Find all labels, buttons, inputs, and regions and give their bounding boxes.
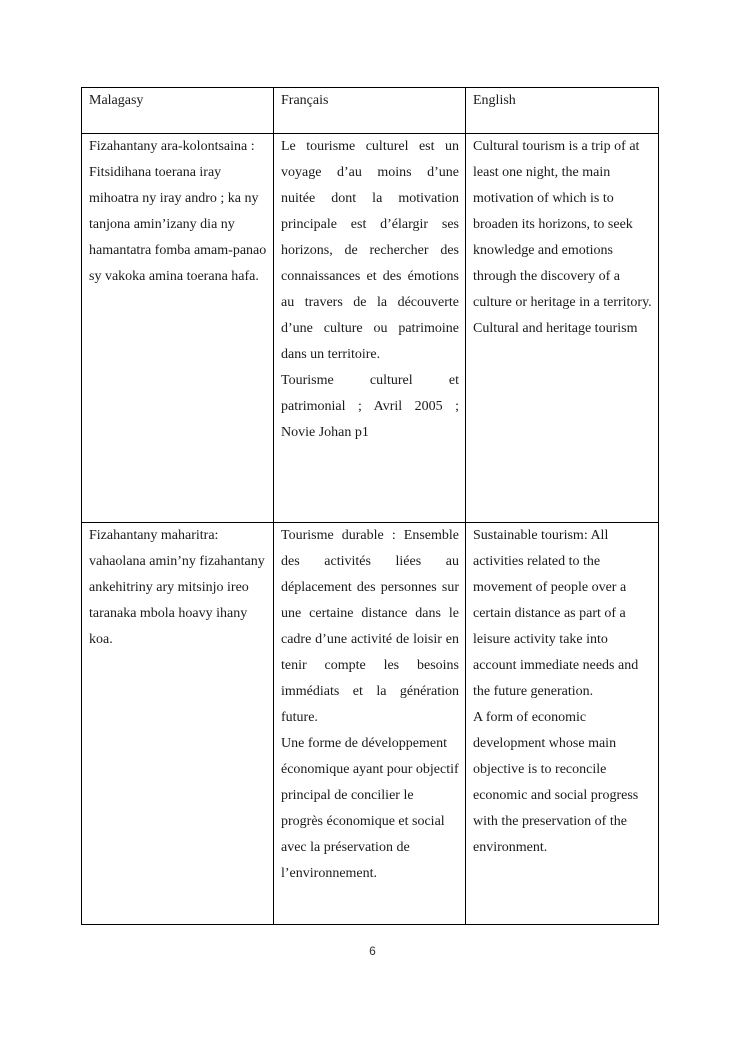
cell-english xyxy=(466,134,659,523)
cell-paragraph: Une forme de développement économique ayant pour objectif principal de concilier le progrès économique et social avec la préservation de l’environnement. xyxy=(281,736,459,881)
header-english: English xyxy=(466,88,659,134)
cell-francais xyxy=(274,523,466,925)
table-header-row xyxy=(82,88,659,134)
cell-paragraph: Sustainable tourism: All activities related to the movement of people over a certain distance as part of a leisure activity take into account immediate needs and the future generation. xyxy=(473,528,639,699)
cell-paragraph: Fizahantany maharitra: vahaolana amin’ny fizahantany ankehitriny ary mitsinjo ireo taranaka mbola hoavy ihany koa. xyxy=(89,528,265,647)
cell-paragraph: Le tourisme culturel est un voyage d’au moins d’une nuitée dont la motivation principale est d’élargir ses horizons, de rechercher des connaissances et des émotions au travers de la découverte d’une culture ou patrimoine dans un territoire. xyxy=(281,139,459,362)
cell-paragraph: A form of economic development whose main objective is to reconcile economic and social progress with the preservation of the environment. xyxy=(473,710,639,855)
cell-malagasy xyxy=(82,134,274,523)
cell-paragraph: Cultural and heritage tourism xyxy=(473,321,638,336)
header-malagasy: Malagasy xyxy=(82,88,274,134)
page-number: 6 xyxy=(369,944,376,958)
cell-malagasy xyxy=(82,523,274,925)
cell-paragraph: Tourisme durable : Ensemble des activités liées au déplacement des personnes sur une certaine distance dans le cadre d’une activité de loisir en tenir compte les besoins immédiats et la génération future. xyxy=(281,528,459,725)
cell-francais xyxy=(274,134,466,523)
table-row xyxy=(82,523,659,925)
header-francais: Français xyxy=(274,88,466,134)
table-row xyxy=(82,134,659,523)
glossary-table xyxy=(81,87,659,925)
cell-paragraph: Fizahantany ara-kolontsaina : Fitsidihana toerana iray mihoatra ny iray andro ; ka ny tanjona amin’izany dia ny hamantatra fomba amam-panao sy vakoka amina toerana hafa. xyxy=(89,139,267,284)
cell-english xyxy=(466,523,659,925)
cell-paragraph: Cultural tourism is a trip of at least one night, the main motivation of which is to broaden its horizons, to seek knowledge and emotions through the discovery of a culture or heritage in a territory. xyxy=(473,139,652,310)
cell-paragraph: Tourisme culturel et patrimonial ; Avril 2005 ; Novie Johan p1 xyxy=(281,373,459,440)
